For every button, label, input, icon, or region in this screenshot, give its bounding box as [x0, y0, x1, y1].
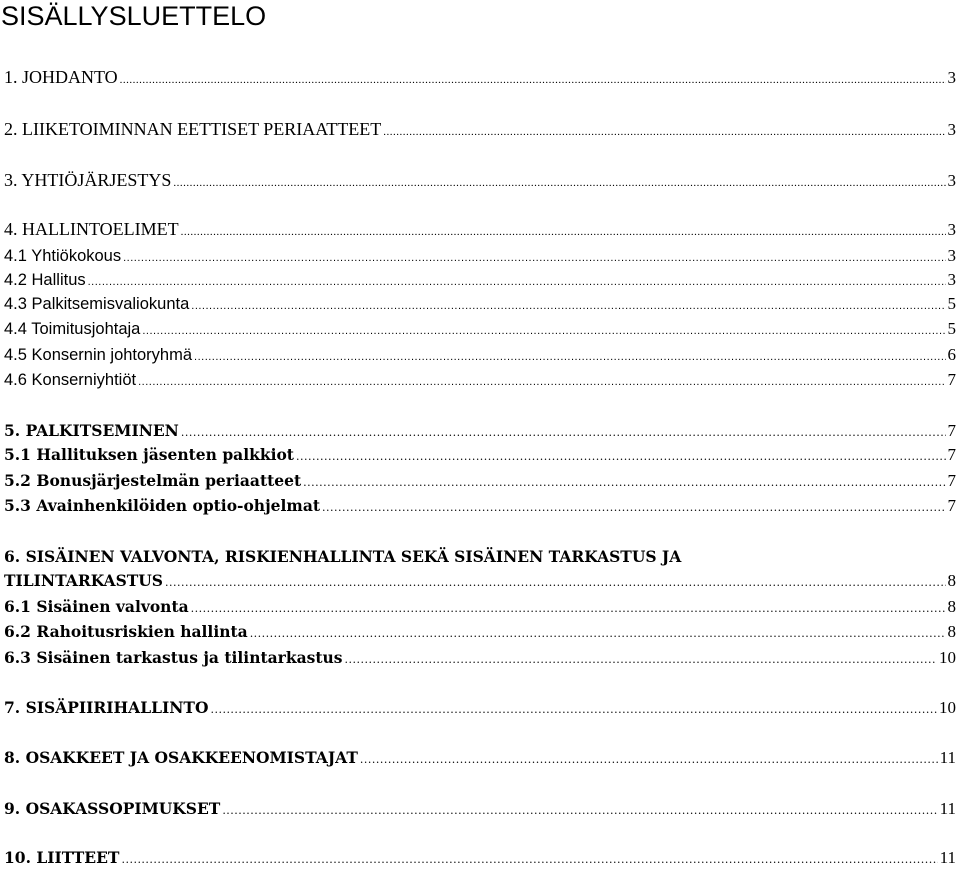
dot-leader [303, 469, 945, 495]
toc-entry-label: 1. JOHDANTO [4, 67, 118, 87]
toc-page-number: 7 [947, 471, 956, 490]
dot-leader [383, 117, 945, 144]
toc-entry-label: 6.1 Sisäinen valvonta [4, 597, 189, 616]
toc-entry-label: 9. OSAKASSOPIMUKSET [4, 799, 221, 818]
toc-entry-konserniyhtiot[interactable] [4, 368, 956, 392]
toc-page-number: 10 [939, 698, 956, 717]
toc-entry-konsernin-johtoryhma[interactable] [4, 343, 956, 367]
toc-entry-label: TILINTARKASTUS [4, 571, 164, 590]
toc-entry-bonusjarjestelma[interactable] [4, 469, 956, 493]
toc-entry-hallintoelimet[interactable] [4, 217, 956, 241]
toc-entry-osakassopimukset[interactable] [4, 797, 956, 821]
toc-page-number: 8 [947, 571, 956, 590]
toc-entry-rahoitusriskit[interactable] [4, 620, 956, 644]
toc-entry-label: 8. OSAKKEET JA OSAKKEENOMISTAJAT [4, 748, 358, 767]
toc-entry-eettiset-periaatteet[interactable] [4, 117, 956, 141]
dot-leader [181, 217, 946, 244]
toc-page-number: 3 [947, 220, 956, 239]
dot-leader [123, 244, 945, 270]
toc-entry-label: 4.2 Hallitus [4, 271, 86, 289]
toc-entry-label: 2. LIIKETOIMINNAN EETTISET PERIAATTEET [4, 119, 382, 139]
toc-entry-label: 5.2 Bonusjärjestelmän periaatteet [4, 471, 302, 490]
dot-leader [322, 494, 945, 520]
dot-leader [120, 65, 946, 92]
toc-page-number: 11 [939, 748, 956, 767]
toc-page-number: 10 [939, 648, 956, 667]
dot-leader [88, 268, 946, 294]
toc-entry-johdanto[interactable] [4, 65, 956, 89]
dot-leader [250, 620, 946, 646]
toc-page-number: 7 [947, 496, 956, 515]
toc-entry-label: 4.4 Toimitusjohtaja [4, 320, 141, 338]
page-title: SISÄLLYSLUETTELO [1, 1, 267, 31]
toc-entry-label: 10. LIITTEET [4, 848, 120, 867]
dot-leader [194, 343, 945, 369]
dot-leader [191, 595, 946, 621]
dot-leader [345, 646, 937, 672]
toc-page-number: 5 [947, 294, 956, 313]
dot-leader [138, 368, 945, 394]
toc-entry-toimitusjohtaja[interactable] [4, 317, 956, 341]
dot-leader [173, 168, 945, 195]
toc-entry-label: 4. HALLINTOELIMET [4, 219, 179, 239]
toc-page-number: 8 [947, 597, 956, 616]
toc-page-number: 3 [947, 171, 956, 190]
toc-entry-label: 4.6 Konserniyhtiöt [4, 371, 137, 389]
toc-page-number: 7 [947, 445, 956, 464]
toc-entry-osakkeet[interactable] [4, 746, 956, 770]
toc-entry-sisainen-tarkastus[interactable] [4, 646, 956, 670]
toc-entry-palkitsemisvaliokunta[interactable] [4, 292, 956, 316]
toc-entry-yhtiojarjestys[interactable] [4, 168, 956, 192]
toc-entry-sisapiirihallinto[interactable] [4, 696, 956, 720]
toc-entry-tilintarkastus[interactable] [4, 569, 956, 593]
toc-page-number: 11 [939, 799, 956, 818]
toc-entry-label: 5.3 Avainhenkilöiden optio-ohjelmat [4, 496, 321, 515]
toc-entry-sisainen-valvonta-heading-line1[interactable]: 6. SISÄINEN VALVONTA, RISKIENHALLINTA SEKÄ SISÄINEN TARKASTUS JA [4, 547, 682, 566]
toc-page-number: 11 [939, 848, 956, 867]
toc-entry-label: 7. SISÄPIIRIHALLINTO [4, 698, 209, 717]
toc-page-number: 7 [947, 421, 956, 440]
dot-leader [222, 797, 937, 823]
toc-page-number: 6 [947, 345, 956, 364]
toc-entry-hallitus[interactable] [4, 268, 956, 292]
toc-entry-label: 3. YHTIÖJÄRJESTYS [4, 170, 172, 190]
toc-page-number: 3 [947, 68, 956, 87]
dot-leader [360, 746, 938, 772]
toc-page-number: 5 [947, 319, 956, 338]
toc-entry-label: 4.5 Konsernin johtoryhmä [4, 346, 193, 364]
dot-leader [165, 569, 945, 595]
toc-page-number: 3 [947, 120, 956, 139]
toc-page-number: 7 [947, 370, 956, 389]
dot-leader [191, 292, 945, 318]
dot-leader [121, 846, 937, 872]
toc-entry-label: 5. PALKITSEMINEN [4, 421, 179, 440]
toc-entry-label: 4.3 Palkitsemisvaliokunta [4, 295, 190, 313]
toc-entry-sisainen-valvonta[interactable] [4, 595, 956, 619]
toc-entry-label: 6.2 Rahoitusriskien hallinta [4, 622, 248, 641]
dot-leader [181, 419, 946, 445]
toc-page-number: 3 [947, 270, 956, 289]
dot-leader [210, 696, 937, 722]
toc-entry-label: 4.1 Yhtiökokous [4, 247, 122, 265]
toc-entry-optio-ohjelmat[interactable] [4, 494, 956, 518]
dot-leader [296, 443, 946, 469]
toc-page-number: 8 [947, 622, 956, 641]
toc-entry-hallituksen-palkkiot[interactable] [4, 443, 956, 467]
toc-entry-liitteet[interactable] [4, 846, 956, 870]
toc-entry-palkitseminen[interactable] [4, 419, 956, 443]
toc-page-number: 3 [947, 246, 956, 265]
dot-leader [142, 317, 945, 343]
toc-entry-label: 6.3 Sisäinen tarkastus ja tilintarkastus [4, 648, 343, 667]
toc-entry-label: 5.1 Hallituksen jäsenten palkkiot [4, 445, 294, 464]
toc-entry-yhtiokokous[interactable] [4, 244, 956, 268]
